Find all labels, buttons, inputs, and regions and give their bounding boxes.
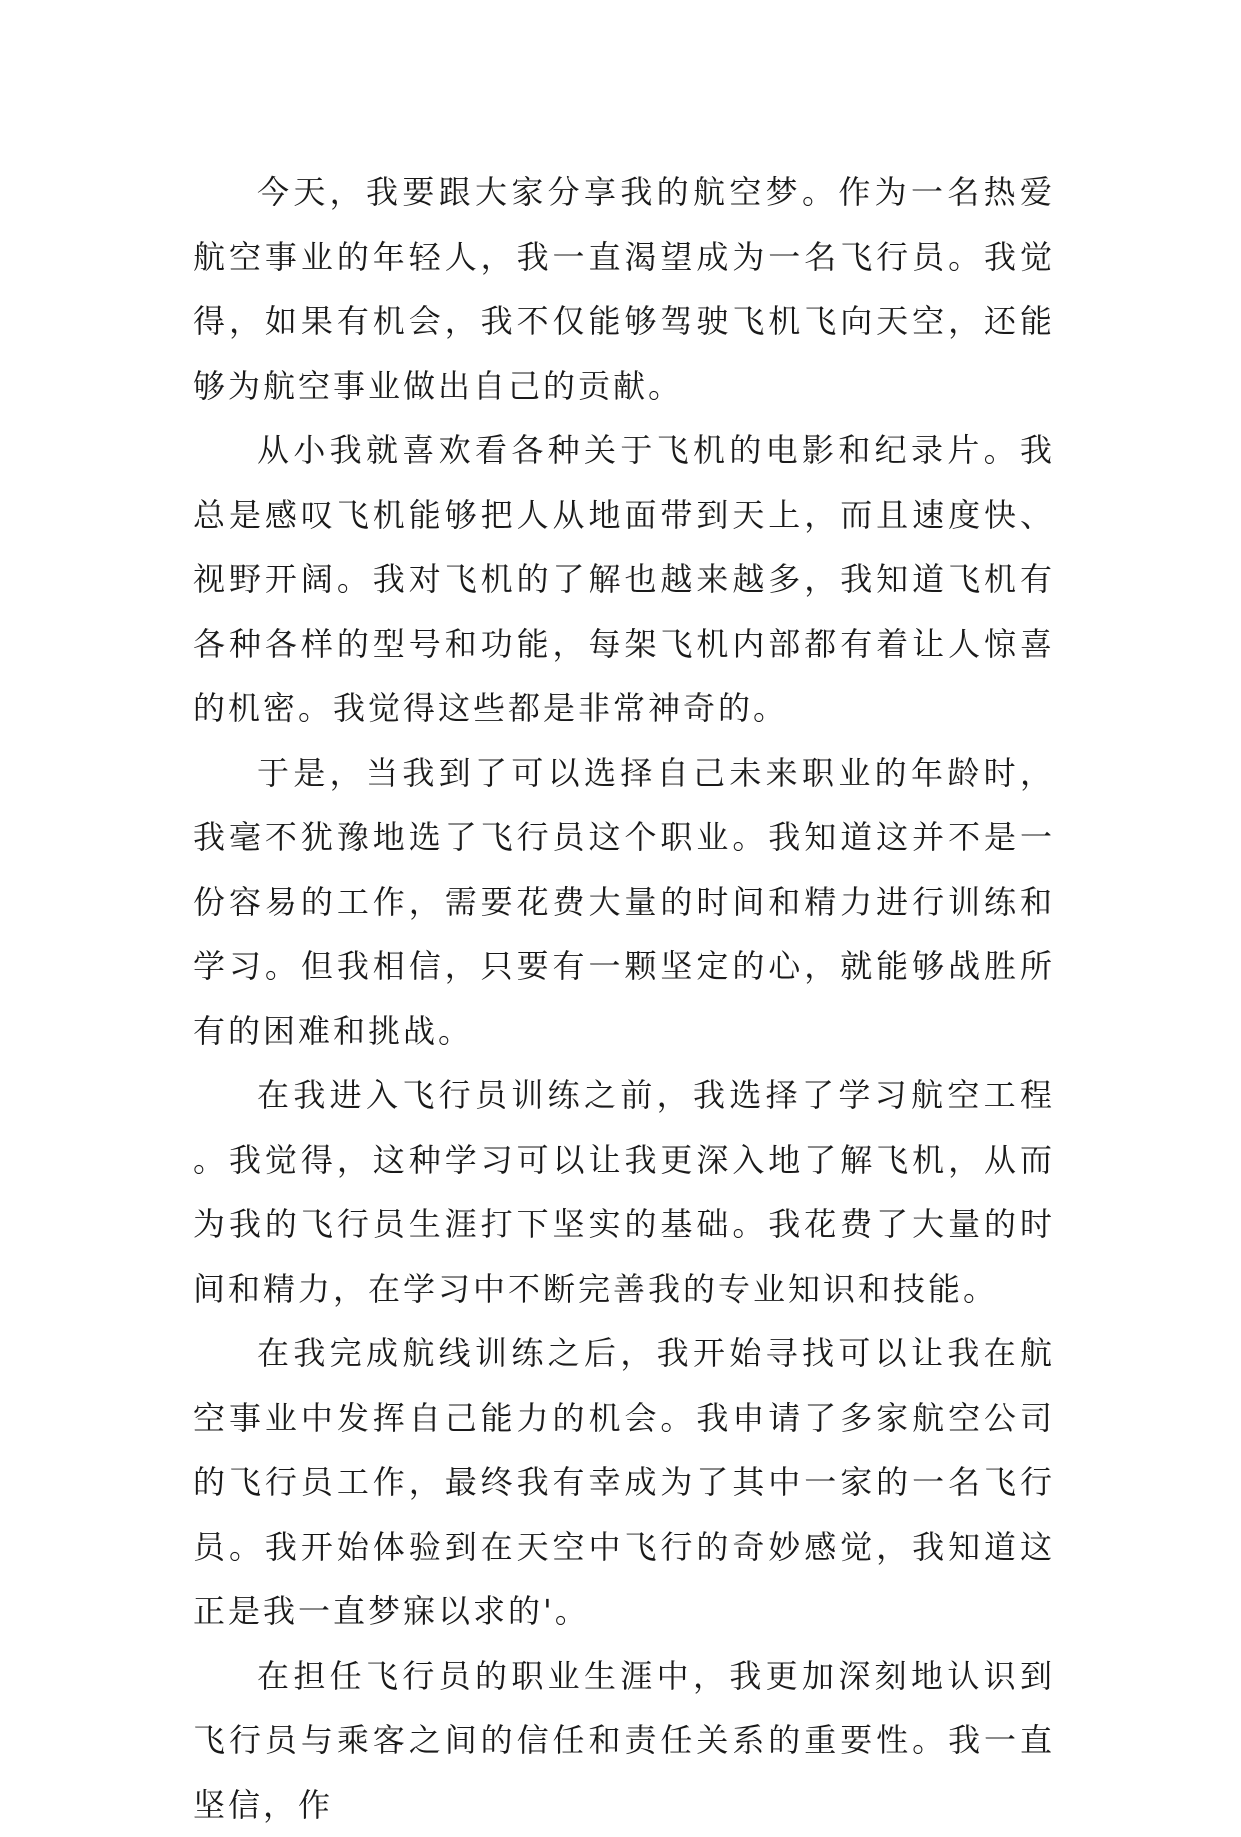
paragraph-4: 在我进入飞行员训练之前，我选择了学习航空工程。我觉得，这种学习可以让我更深入地了解飞机，从而为我的飞行员生涯打下坚实的基础。我花费了大量的时间和精力，在学习中不断完善我的专业知识和技能。 [193,1063,1055,1321]
paragraph-3: 于是，当我到了可以选择自己未来职业的年龄时，我毫不犹豫地选了飞行员这个职业。我知道这并不是一份容易的工作，需要花费大量的时间和精力进行训练和学习。但我相信，只要有一颗坚定的心，就能够战胜所有的困难和挑战。 [193,741,1055,1064]
paragraph-1: 今天，我要跟大家分享我的航空梦。作为一名热爱航空事业的年轻人，我一直渴望成为一名飞行员。我觉得，如果有机会，我不仅能够驾驶飞机飞向天空，还能够为航空事业做出自己的贡献。 [193,160,1055,418]
document-page [193,160,1055,1837]
paragraph-5: 在我完成航线训练之后，我开始寻找可以让我在航空事业中发挥自己能力的机会。我申请了多家航空公司的飞行员工作，最终我有幸成为了其中一家的一名飞行员。我开始体验到在天空中飞行的奇妙感觉，我知道这正是我一直梦寐以求的'。 [193,1321,1055,1644]
paragraph-2: 从小我就喜欢看各种关于飞机的电影和纪录片。我总是感叹飞机能够把人从地面带到天上，而且速度快、视野开阔。我对飞机的了解也越来越多，我知道飞机有各种各样的型号和功能，每架飞机内部都有着让人惊喜的机密。我觉得这些都是非常神奇的。 [193,418,1055,741]
paragraph-6: 在担任飞行员的职业生涯中，我更加深刻地认识到飞行员与乘客之间的信任和责任关系的重要性。我一直坚信，作 [193,1644,1055,1837]
